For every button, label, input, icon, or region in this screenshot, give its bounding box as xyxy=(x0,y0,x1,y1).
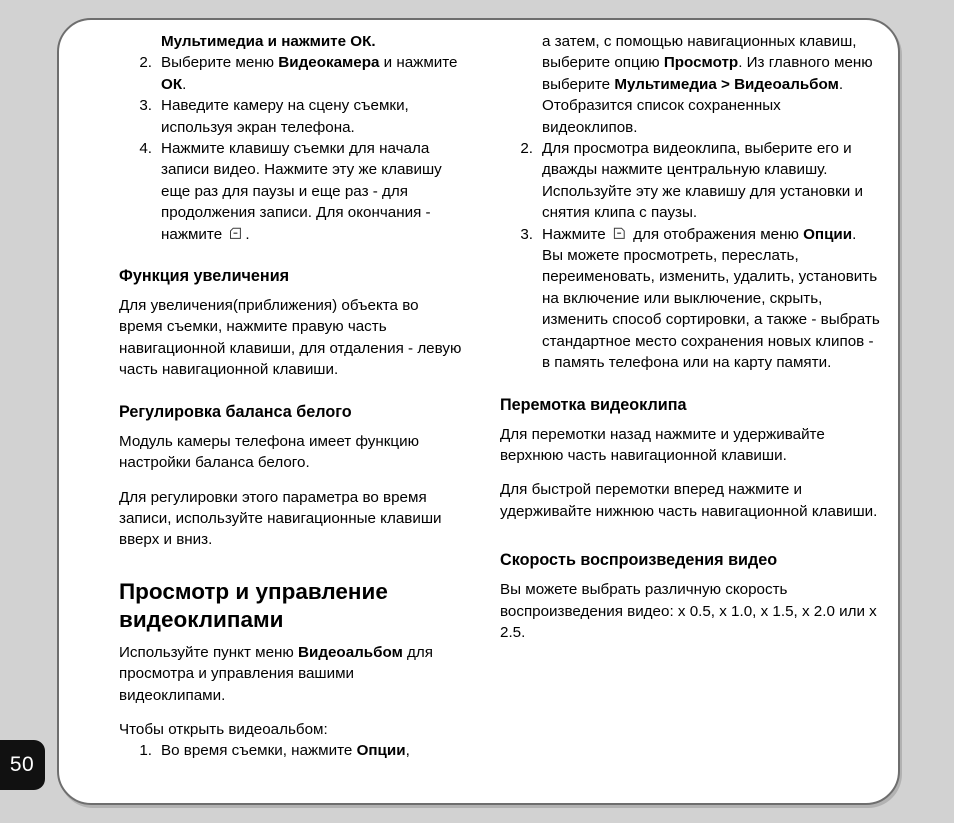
heading-view-manage-clips: Просмотр и управление видеоклипами xyxy=(119,578,388,632)
list-item xyxy=(500,138,880,224)
paragraph-white-balance-1: Модуль камеры телефона имеет функцию настройки баланса белого. xyxy=(119,432,419,472)
page-number-label: 50 xyxy=(9,753,35,776)
paragraph-playback-1 xyxy=(119,642,463,706)
list-item-text-b: и нажмите xyxy=(379,54,458,72)
list-item-text-a: Нажмите клавишу съемки для начала записи видео. Нажмите эту же клавишу еще раз для паузы и еще раз - для продолжения записи. Для окончания - нажмите xyxy=(161,140,442,243)
page-columns xyxy=(59,20,902,807)
list-item-text-a: Для просмотра видеоклипа, выберите его и дважды нажмите центральную клавишу. Используйте эту же клавишу для установки и снятия клипа с паузы. xyxy=(542,140,863,222)
instruction-list-left-open xyxy=(119,740,463,761)
list-item-number: 3. xyxy=(139,97,152,115)
list-item-bold-a: Видеокамера xyxy=(278,54,380,72)
list-item xyxy=(500,224,880,374)
page-number-badge xyxy=(0,740,45,790)
section-spacer xyxy=(500,535,880,549)
section-spacer xyxy=(119,245,463,265)
playback-text-b: для просмотра и управления вашими видеоклипами. xyxy=(119,643,433,704)
list-item-text-c: . Вы можете просмотреть, переслать, переименовать, изменить, удалить, установить на включение или выключение, скрыть, изменить способ сортировки, а также - выбрать стандартное место сохранения новых клипов - в память телефона или на карту памяти. xyxy=(542,225,880,372)
list-item-text-c: . xyxy=(182,75,187,93)
paragraph-white-balance-2: Для регулировки этого параметра во время записи, используйте навигационные клавиши вверх и вниз. xyxy=(119,488,442,549)
list-item-text-a: Нажмите xyxy=(542,225,610,243)
continuation-bold-b: Мультимедиа > Видеоальбом xyxy=(614,75,839,93)
list-item-number: 1. xyxy=(139,742,152,760)
section-spacer xyxy=(500,374,880,394)
heading-white-balance: Регулировка баланса белого xyxy=(119,402,352,421)
paragraph-playback-speed: Вы можете выбрать различную скорость воспроизведения видео: x 0.5, x 1.0, x 1.5, x 2.0 или x 2.5. xyxy=(500,581,877,641)
softkey-left-icon xyxy=(228,226,243,241)
section-spacer xyxy=(119,394,463,401)
list-item-text-b: , xyxy=(405,742,410,760)
manual-page-sheet xyxy=(57,18,900,805)
list-item-text-a: Выберите меню xyxy=(161,54,279,72)
list-item-number: 2. xyxy=(520,140,533,158)
list-item-number: 2. xyxy=(139,54,152,72)
heading-zoom-function: Функция увеличения xyxy=(119,267,290,286)
list-item-bold-b: ОК xyxy=(161,75,183,93)
instruction-list-left xyxy=(119,31,463,245)
heading-rewind-clip: Перемотка видеоклипа xyxy=(500,395,687,414)
list-item xyxy=(119,138,463,245)
heading-playback-speed: Скорость воспроизведения видео xyxy=(500,551,778,570)
list-item-text-b: для отображения меню xyxy=(628,225,804,243)
list-item-number: 3. xyxy=(520,225,533,243)
continuation-bold-a: Просмотр xyxy=(663,54,739,72)
list-item-number: 4. xyxy=(139,140,152,158)
right-text-column xyxy=(471,20,902,807)
list-item-text-b: . xyxy=(245,225,250,243)
step1-continuation-block xyxy=(500,31,880,138)
step1-continuation-text: Мультимедиа и нажмите ОК. xyxy=(161,33,376,50)
list-item-text-a: Во время съемки, нажмите xyxy=(161,742,357,760)
playback-bold-a: Видеоальбом xyxy=(298,643,403,661)
paragraph-rewind-2: Для быстрой перемотки вперед нажмите и удерживайте нижнюю часть навигационной клавиши. xyxy=(500,481,878,520)
list-item-bold-a: Опции xyxy=(803,225,853,243)
softkey-right-icon xyxy=(612,226,627,241)
paragraph-open-videoalbum: Чтобы открыть видеоальбом: xyxy=(119,720,328,738)
list-item-bold-a: Опции xyxy=(356,742,406,760)
continuation-text-b: . Из главного меню выберите xyxy=(542,54,873,93)
section-spacer xyxy=(119,564,463,578)
list-item xyxy=(119,52,463,95)
list-item xyxy=(119,95,463,138)
list-item-text-a: Наведите камеру на сцену съемки, используя экран телефона. xyxy=(161,97,409,136)
continuation-text-a: а затем, с помощью навигационных клавиш, выберите опцию xyxy=(542,33,857,72)
paragraph-zoom-body: Для увеличения(приближения) объекта во время съемки, нажмите правую часть навигационной клавиши, для отдаления - левую часть навигационной клавиши. xyxy=(119,297,462,379)
playback-text-a: Используйте пункт меню xyxy=(119,643,299,661)
left-text-column xyxy=(59,20,471,807)
list-item-continuation xyxy=(119,31,463,52)
continuation-text-c: . Отобразится список сохраненных видеоклипов. xyxy=(542,75,844,136)
list-item xyxy=(119,740,463,761)
paragraph-rewind-1: Для перемотки назад нажмите и удерживайте верхнюю часть навигационной клавиши. xyxy=(500,425,825,464)
instruction-list-right xyxy=(500,138,880,373)
